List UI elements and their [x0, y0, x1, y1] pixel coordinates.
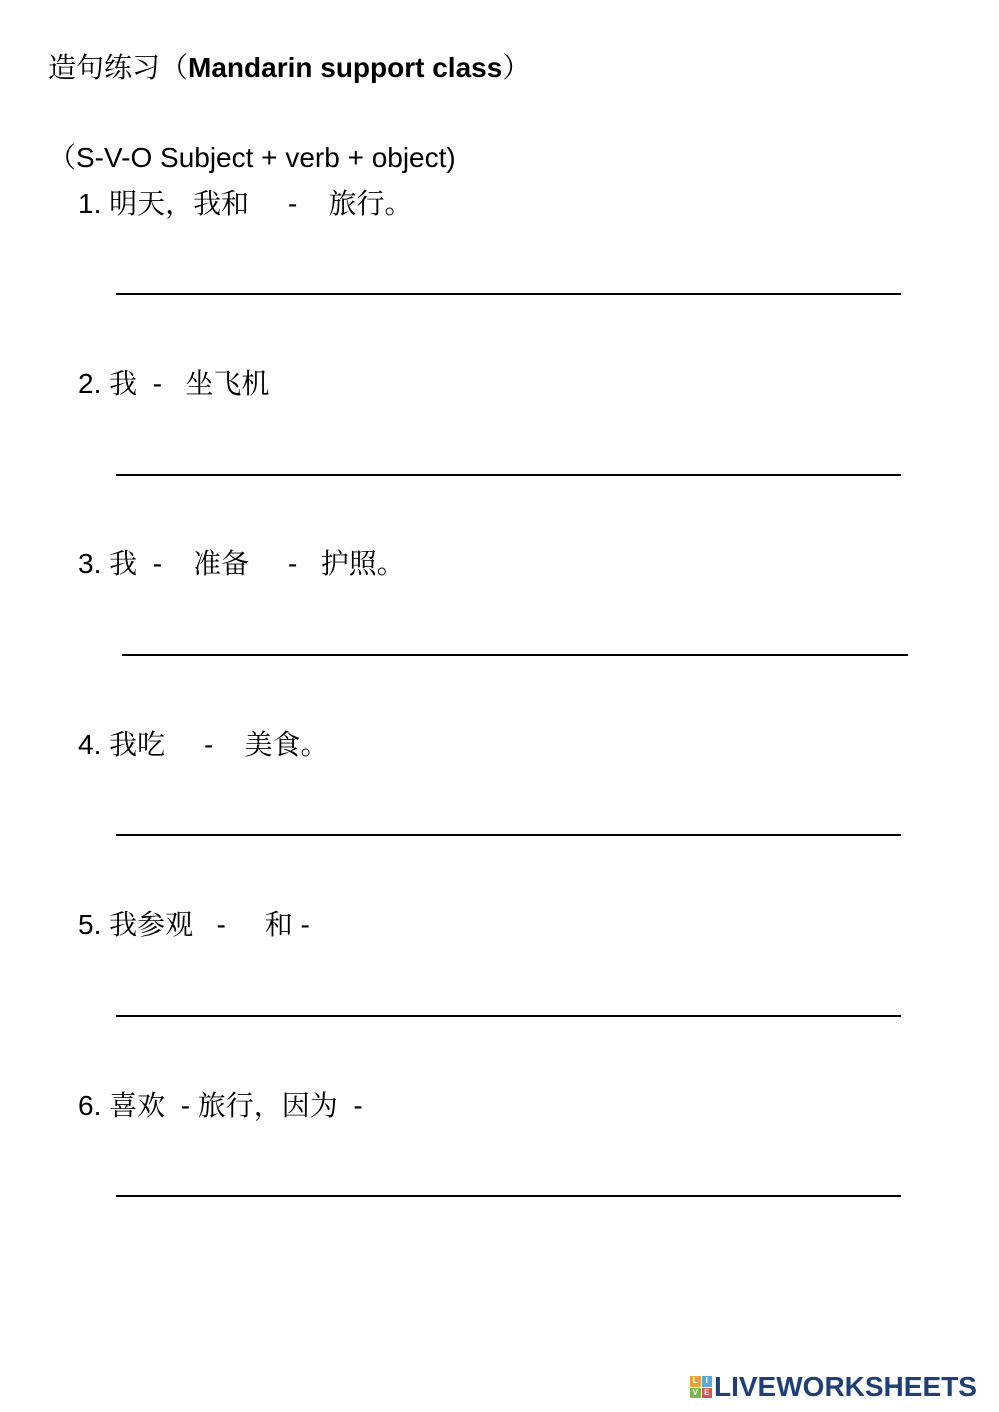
liveworksheets-logo — [690, 1372, 977, 1402]
exercise-prompt-1: 1. 明天，我和 - 旅行。 — [78, 188, 413, 219]
logo-mark-letter-v: V — [690, 1388, 701, 1399]
title-suffix: ） — [502, 52, 531, 83]
logo-mark-letter-e: E — [702, 1388, 713, 1399]
worksheet-title — [48, 50, 530, 86]
title-prefix: 造句练习（ — [48, 52, 189, 83]
answer-line-4[interactable] — [116, 834, 901, 836]
logo-mark-letter-l: L — [690, 1376, 701, 1387]
exercise-prompt-2: 2. 我 - 坐飞机 — [78, 368, 270, 399]
liveworksheets-logo-text: LIVEWORKSHEETS — [714, 1371, 977, 1402]
answer-line-2[interactable] — [116, 474, 901, 476]
logo-mark-letter-i: I — [702, 1376, 713, 1387]
exercise-prompt-4: 4. 我吃 - 美食。 — [78, 729, 329, 760]
answer-line-3[interactable] — [122, 654, 908, 656]
worksheet-subtitle: （S-V-O Subject + verb + object) — [48, 142, 456, 173]
liveworksheets-logo-icon — [690, 1376, 712, 1398]
answer-line-1[interactable] — [116, 293, 901, 295]
exercise-prompt-3: 3. 我 - 准备 - 护照。 — [78, 548, 405, 579]
answer-line-5[interactable] — [116, 1015, 901, 1017]
title-bold: Mandarin support class — [188, 52, 503, 83]
exercise-prompt-5: 5. 我参观 - 和 - — [78, 909, 310, 940]
exercise-prompt-6: 6. 喜欢 - 旅行，因为 - — [78, 1090, 363, 1121]
answer-line-6[interactable] — [116, 1195, 901, 1197]
